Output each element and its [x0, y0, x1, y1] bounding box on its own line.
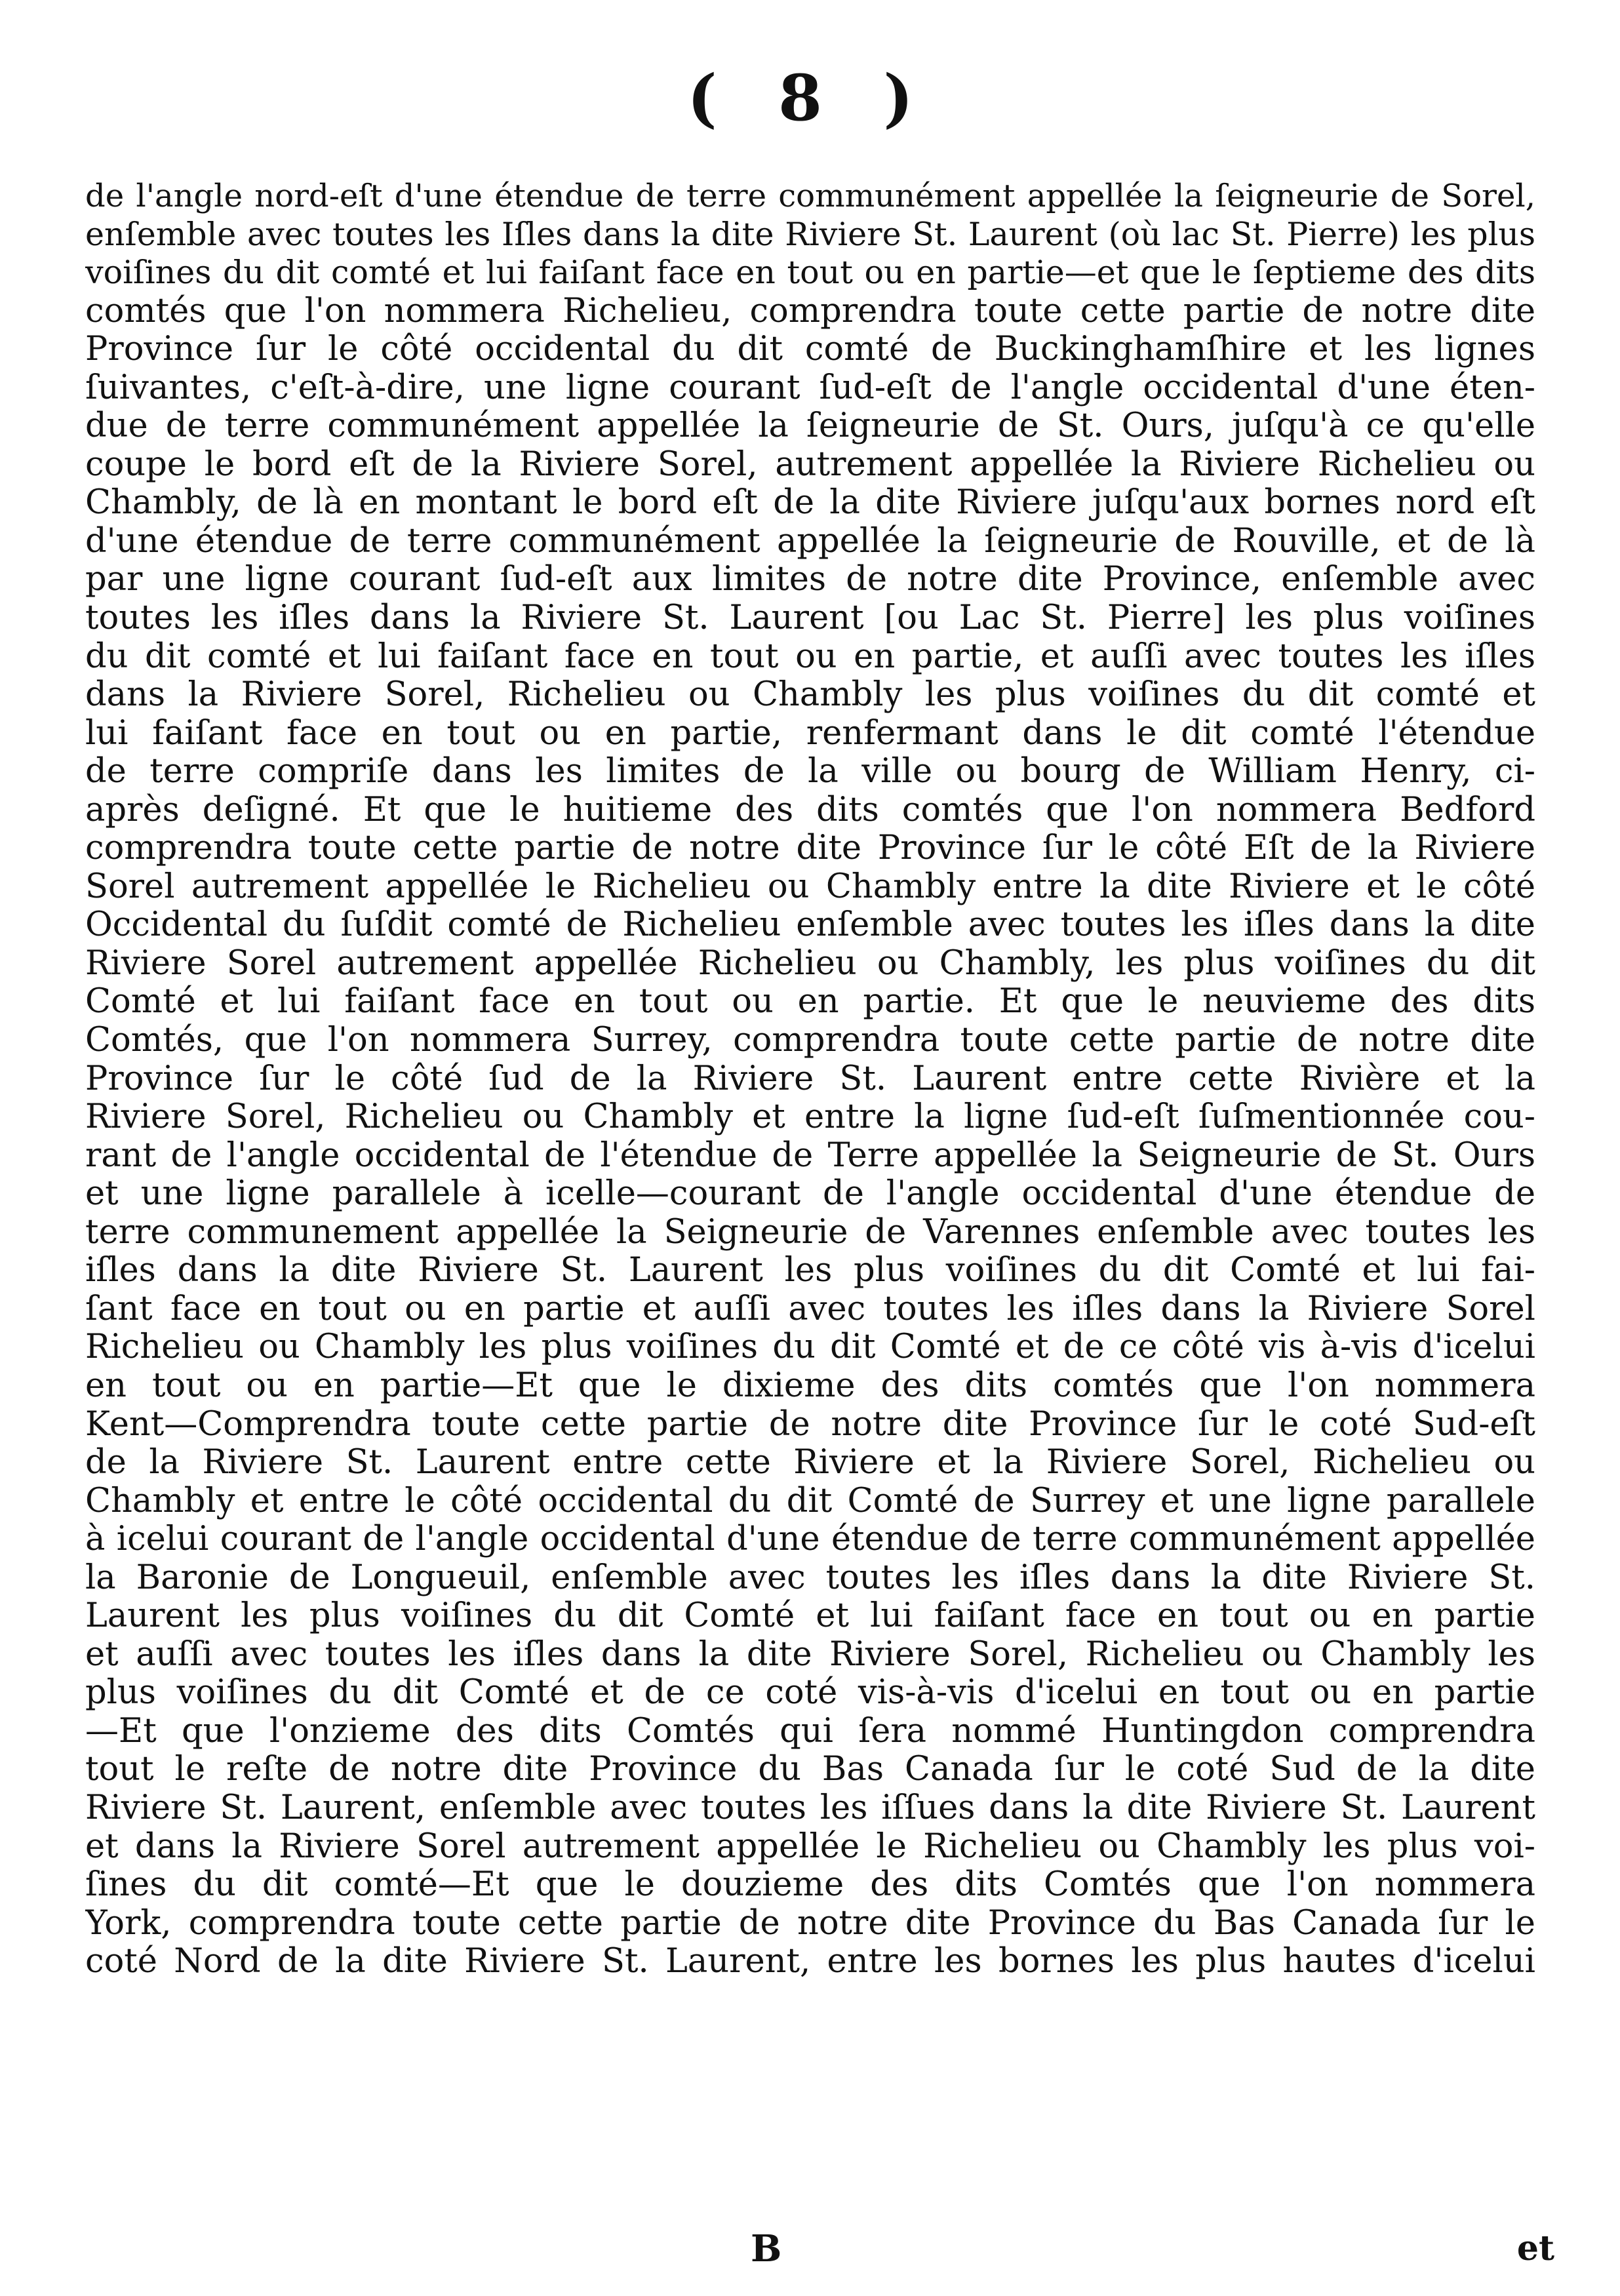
text-line: ſuivantes, c'eſt-à-dire, une ligne courant ſud-eſt de l'angle occidental d'une éten-	[85, 368, 1535, 407]
text-line: iſles dans la dite Riviere St. Laurent les plus voiſines du dit Comté et lui fai-	[85, 1252, 1535, 1290]
text-line: ſines du dit comté—Et que le douzieme des dits Comtés que l'on nommera	[85, 1866, 1535, 1905]
text-line: de l'angle nord-eſt d'une étendue de terre communément appellée la ſeigneurie de Sorel,	[85, 178, 1535, 214]
text-line: tout le reſte de notre dite Province du Bas Canada ſur le coté Sud de la dite	[85, 1751, 1535, 1789]
text-line: et une ligne parallele à icelle—courant de l'angle occidental d'une étendue de	[85, 1175, 1535, 1214]
text-line: comprendra toute cette partie de notre dite Province ſur le côté Eſt de la Riviere	[85, 829, 1535, 868]
text-line: Province ſur le côté ſud de la Riviere St. Laurent entre cette Rivière et la	[85, 1059, 1535, 1098]
text-line: en tout ou en partie—Et que le dixieme des dits comtés que l'on nommera	[85, 1366, 1535, 1405]
text-line: par une ligne courant ſud-eſt aux limites de notre dite Province, enſemble avec	[85, 561, 1535, 599]
text-line: coté Nord de la dite Riviere St. Laurent, entre les bornes les plus hautes d'icelui	[85, 1943, 1535, 1981]
text-line: coupe le bord eſt de la Riviere Sorel, autrement appellée la Riviere Richelieu ou	[85, 445, 1535, 484]
signature-mark: B	[751, 2227, 782, 2270]
text-line: Chambly et entre le côté occidental du dit Comté de Surrey et une ligne parallele	[85, 1482, 1535, 1520]
page-footer	[0, 2226, 1620, 2272]
text-line: Chambly, de là en montant le bord eſt de la dite Riviere juſqu'aux bornes nord eſt	[85, 484, 1535, 523]
text-line: Riviere Sorel, Richelieu ou Chambly et entre la ligne ſud-eſt ſuſmentionnée cou-	[85, 1098, 1535, 1137]
text-line: Laurent les plus voiſines du dit Comté et lui faiſant face en tout ou en partie	[85, 1597, 1535, 1636]
text-line: Comtés, que l'on nommera Surrey, comprendra toute cette partie de notre dite	[85, 1021, 1535, 1060]
body-text	[85, 177, 1535, 1981]
catchword: et	[1516, 2228, 1554, 2268]
text-line: Richelieu ou Chambly les plus voiſines du dit Comté et de ce côté vis à-vis d'icelui	[85, 1328, 1535, 1367]
text-line: à icelui courant de l'angle occidental d'une étendue de terre communément appellée	[85, 1520, 1535, 1559]
text-line: la Baronie de Longueuil, enſemble avec toutes les iſles dans la dite Riviere St.	[85, 1558, 1535, 1597]
text-line: enſemble avec toutes les Iſles dans la dite Riviere St. Laurent (où lac St. Pierre) les plus	[85, 215, 1535, 253]
text-line: après deſigné. Et que le huitieme des dits comtés que l'on nommera Bedford	[85, 791, 1535, 829]
text-line: toutes les iſles dans la Riviere St. Laurent [ou Lac St. Pierre] les plus voiſines	[85, 599, 1535, 638]
text-line: du dit comté et lui faiſant face en tout ou en partie, et auſſi avec toutes les iſles	[85, 637, 1535, 676]
text-line: de terre compriſe dans les limites de la ville ou bourg de William Henry, ci-	[85, 753, 1535, 791]
text-line: Province ſur le côté occidental du dit comté de Buckinghamſhire et les lignes	[85, 330, 1535, 369]
text-line: dans la Riviere Sorel, Richelieu ou Chambly les plus voiſines du dit comté et	[85, 676, 1535, 715]
text-line: comtés que l'on nommera Richelieu, comprendra toute cette partie de notre dite	[85, 292, 1535, 330]
text-line: due de terre communément appellée la ſeigneurie de St. Ours, juſqu'à ce qu'elle	[85, 407, 1535, 446]
text-line: voiſines du dit comté et lui faiſant face en tout ou en partie—et que le ſeptieme des dits	[85, 254, 1535, 292]
text-line: et auſſi avec toutes les iſles dans la dite Riviere Sorel, Richelieu ou Chambly les	[85, 1635, 1535, 1674]
text-line: lui faiſant face en tout ou en partie, renfermant dans le dit comté l'étendue	[85, 714, 1535, 753]
text-line: ſant face en tout ou en partie et auſſi avec toutes les iſles dans la Riviere Sorel	[85, 1290, 1535, 1328]
text-line: Riviere St. Laurent, enſemble avec toutes les iſſues dans la dite Riviere St. Laurent	[85, 1789, 1535, 1827]
text-line: rant de l'angle occidental de l'étendue de Terre appellée la Seigneurie de St. Ours	[85, 1136, 1535, 1175]
text-line: York, comprendra toute cette partie de notre dite Province du Bas Canada ſur le	[85, 1904, 1535, 1943]
text-line: terre communement appellée la Seigneurie de Varennes enſemble avec toutes les	[85, 1213, 1535, 1252]
text-line: d'une étendue de terre communément appellée la ſeigneurie de Rouville, et de là	[85, 522, 1535, 561]
text-line: Sorel autrement appellée le Richelieu ou Chambly entre la dite Riviere et le côté	[85, 867, 1535, 906]
text-line: plus voiſines du dit Comté et de ce coté vis-à-vis d'icelui en tout ou en partie	[85, 1674, 1535, 1712]
text-line: Comté et lui faiſant face en tout ou en partie. Et que le neuvieme des dits	[85, 983, 1535, 1021]
text-line: Occidental du ſuſdit comté de Richelieu enſemble avec toutes les iſles dans la dite	[85, 906, 1535, 945]
text-line: et dans la Riviere Sorel autrement appellée le Richelieu ou Chambly les plus voi-	[85, 1827, 1535, 1866]
page-number: ( 8 )	[687, 61, 933, 135]
text-line: Kent—Comprendra toute cette partie de notre dite Province ſur le coté Sud-eſt	[85, 1405, 1535, 1444]
text-line: de la Riviere St. Laurent entre cette Riviere et la Riviere Sorel, Richelieu ou	[85, 1444, 1535, 1482]
text-line: Riviere Sorel autrement appellée Richelieu ou Chambly, les plus voiſines du dit	[85, 944, 1535, 983]
text-line: —Et que l'onzieme des dits Comtés qui ſera nommé Huntingdon comprendra	[85, 1712, 1535, 1751]
